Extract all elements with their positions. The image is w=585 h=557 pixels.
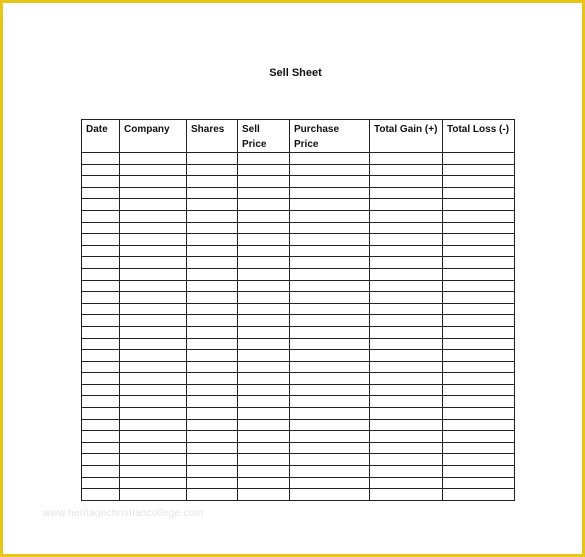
table-cell (187, 326, 238, 338)
table-cell (82, 373, 120, 385)
table-row (82, 477, 515, 489)
table-cell (82, 408, 120, 420)
table-cell (370, 199, 443, 211)
table-cell (443, 187, 515, 199)
header-shares (187, 120, 238, 153)
table-cell (238, 257, 290, 269)
table-cell (238, 326, 290, 338)
table-cell (82, 338, 120, 350)
table-cell (443, 396, 515, 408)
table-cell (187, 245, 238, 257)
table-cell (82, 361, 120, 373)
table-cell (443, 477, 515, 489)
table-cell (82, 153, 120, 165)
table-cell (238, 245, 290, 257)
table-cell (238, 234, 290, 246)
table-cell (290, 164, 370, 176)
table-row (82, 153, 515, 165)
table-row (82, 454, 515, 466)
table-cell (443, 454, 515, 466)
table-cell (238, 477, 290, 489)
table-cell (443, 419, 515, 431)
watermark-text: www.heritagechristiancollege.com (43, 508, 204, 519)
table-cell (290, 222, 370, 234)
table-cell (370, 384, 443, 396)
table-cell (82, 431, 120, 443)
table-cell (370, 454, 443, 466)
table-cell (187, 280, 238, 292)
table-cell (443, 373, 515, 385)
table-cell (82, 245, 120, 257)
table-cell (238, 384, 290, 396)
table-cell (82, 350, 120, 362)
table-cell (120, 315, 187, 327)
table-cell (187, 454, 238, 466)
table-cell (120, 396, 187, 408)
table-cell (443, 292, 515, 304)
header-shares-label: Shares (191, 124, 225, 135)
table-cell (187, 442, 238, 454)
table-cell (370, 431, 443, 443)
table-cell (82, 489, 120, 501)
table-cell (82, 466, 120, 478)
table-cell (82, 199, 120, 211)
table-cell (443, 466, 515, 478)
table-cell (187, 419, 238, 431)
table-cell (370, 489, 443, 501)
table-cell (290, 489, 370, 501)
table-cell (82, 176, 120, 188)
table-row (82, 222, 515, 234)
table-cell (187, 187, 238, 199)
table-cell (187, 396, 238, 408)
table-cell (120, 257, 187, 269)
table-cell (443, 489, 515, 501)
table-cell (120, 361, 187, 373)
table-cell (120, 477, 187, 489)
table-cell (443, 234, 515, 246)
table-row (82, 489, 515, 501)
table-cell (443, 384, 515, 396)
table-cell (187, 350, 238, 362)
table-row (82, 373, 515, 385)
table-cell (443, 257, 515, 269)
table-row (82, 234, 515, 246)
table-cell (290, 396, 370, 408)
table-cell (120, 245, 187, 257)
table-cell (443, 280, 515, 292)
table-cell (443, 315, 515, 327)
header-purchase-price-line2: Price (294, 139, 319, 150)
table-cell (290, 153, 370, 165)
table-cell (120, 408, 187, 420)
table-cell (238, 292, 290, 304)
table-cell (120, 373, 187, 385)
table-cell (187, 408, 238, 420)
table-row (82, 338, 515, 350)
table-cell (370, 164, 443, 176)
table-cell (370, 361, 443, 373)
table-row (82, 292, 515, 304)
table-row (82, 280, 515, 292)
document-title: Sell Sheet (269, 67, 322, 79)
table-cell (120, 350, 187, 362)
table-cell (290, 210, 370, 222)
table-row (82, 350, 515, 362)
table-cell (187, 292, 238, 304)
table-row (82, 245, 515, 257)
table-cell (187, 315, 238, 327)
table-cell (290, 454, 370, 466)
table-row (82, 268, 515, 280)
header-company (120, 120, 187, 153)
table-cell (82, 303, 120, 315)
table-cell (238, 466, 290, 478)
table-cell (187, 466, 238, 478)
table-cell (443, 164, 515, 176)
header-total-gain-label: Total Gain (+) (374, 124, 438, 135)
table-cell (187, 257, 238, 269)
table-row (82, 257, 515, 269)
table-cell (290, 373, 370, 385)
table-row (82, 199, 515, 211)
table-cell (82, 442, 120, 454)
table-cell (370, 303, 443, 315)
table-cell (290, 326, 370, 338)
table-cell (370, 268, 443, 280)
table-row (82, 442, 515, 454)
table-cell (370, 210, 443, 222)
table-row (82, 408, 515, 420)
table-cell (443, 350, 515, 362)
table-cell (238, 489, 290, 501)
table-cell (290, 361, 370, 373)
table-cell (120, 187, 187, 199)
table-cell (238, 199, 290, 211)
table-cell (370, 350, 443, 362)
table-cell (370, 257, 443, 269)
table-cell (187, 164, 238, 176)
table-cell (290, 384, 370, 396)
table-row (82, 315, 515, 327)
table-cell (443, 222, 515, 234)
table-cell (82, 187, 120, 199)
table-row (82, 187, 515, 199)
table-cell (120, 326, 187, 338)
table-cell (443, 199, 515, 211)
table-row (82, 431, 515, 443)
header-total-gain (370, 120, 443, 153)
table-cell (238, 176, 290, 188)
table-cell (238, 187, 290, 199)
table-cell (82, 234, 120, 246)
table-cell (120, 466, 187, 478)
table-cell (290, 466, 370, 478)
table-cell (82, 268, 120, 280)
table-cell (187, 199, 238, 211)
table-cell (238, 280, 290, 292)
table-cell (120, 431, 187, 443)
table-cell (120, 338, 187, 350)
table-cell (187, 268, 238, 280)
table-cell (238, 268, 290, 280)
table-cell (238, 454, 290, 466)
table-cell (238, 408, 290, 420)
table-cell (120, 454, 187, 466)
table-row (82, 384, 515, 396)
table-cell (187, 431, 238, 443)
table-cell (82, 292, 120, 304)
table-cell (370, 373, 443, 385)
table-cell (187, 373, 238, 385)
table-row (82, 303, 515, 315)
table-cell (120, 442, 187, 454)
table-cell (443, 442, 515, 454)
table-cell (82, 454, 120, 466)
table-cell (187, 361, 238, 373)
table-cell (370, 442, 443, 454)
table-cell (370, 338, 443, 350)
table-cell (370, 222, 443, 234)
table-cell (238, 361, 290, 373)
table-row (82, 466, 515, 478)
table-cell (238, 303, 290, 315)
table-row (82, 361, 515, 373)
header-date (82, 120, 120, 153)
sheet-body (82, 153, 515, 501)
table-cell (443, 361, 515, 373)
table-cell (290, 350, 370, 362)
table-cell (238, 350, 290, 362)
table-cell (290, 257, 370, 269)
table-cell (120, 164, 187, 176)
table-cell (187, 234, 238, 246)
table-cell (120, 234, 187, 246)
table-cell (370, 280, 443, 292)
header-purchase-price-line1: Purchase (294, 124, 340, 135)
table-cell (290, 176, 370, 188)
table-cell (443, 326, 515, 338)
table-cell (82, 419, 120, 431)
table-cell (443, 153, 515, 165)
table-cell (290, 280, 370, 292)
table-cell (238, 315, 290, 327)
table-row (82, 326, 515, 338)
table-cell (82, 280, 120, 292)
table-cell (187, 222, 238, 234)
table-cell (120, 268, 187, 280)
table-cell (290, 268, 370, 280)
header-total-loss (443, 120, 515, 153)
table-row (82, 164, 515, 176)
table-cell (443, 303, 515, 315)
table-cell (370, 153, 443, 165)
table-cell (82, 210, 120, 222)
table-cell (290, 408, 370, 420)
table-cell (443, 210, 515, 222)
table-row (82, 176, 515, 188)
table-cell (290, 338, 370, 350)
table-cell (370, 234, 443, 246)
table-cell (187, 153, 238, 165)
table-cell (187, 384, 238, 396)
header-row (82, 120, 515, 153)
table-row (82, 419, 515, 431)
table-cell (238, 222, 290, 234)
table-cell (238, 431, 290, 443)
table-cell (290, 187, 370, 199)
table-cell (238, 419, 290, 431)
header-company-label: Company (124, 124, 170, 135)
table-cell (290, 442, 370, 454)
table-cell (370, 326, 443, 338)
table-cell (82, 326, 120, 338)
table-cell (187, 477, 238, 489)
table-row (82, 210, 515, 222)
table-cell (187, 176, 238, 188)
table-cell (290, 431, 370, 443)
header-sell-price (238, 120, 290, 153)
table-cell (370, 419, 443, 431)
table-cell (120, 292, 187, 304)
table-row (82, 396, 515, 408)
table-cell (238, 164, 290, 176)
table-cell (370, 292, 443, 304)
table-cell (120, 210, 187, 222)
table-cell (443, 431, 515, 443)
table-cell (120, 222, 187, 234)
table-cell (120, 280, 187, 292)
table-cell (187, 210, 238, 222)
table-cell (443, 245, 515, 257)
table-cell (443, 408, 515, 420)
table-cell (370, 245, 443, 257)
table-cell (443, 338, 515, 350)
table-cell (120, 384, 187, 396)
table-cell (82, 396, 120, 408)
table-cell (238, 338, 290, 350)
table-cell (370, 396, 443, 408)
table-cell (120, 489, 187, 501)
table-cell (238, 396, 290, 408)
table-cell (290, 292, 370, 304)
table-cell (370, 315, 443, 327)
table-cell (290, 419, 370, 431)
table-cell (187, 489, 238, 501)
table-cell (290, 245, 370, 257)
table-cell (290, 477, 370, 489)
table-cell (370, 466, 443, 478)
table-cell (120, 199, 187, 211)
table-cell (82, 164, 120, 176)
table-cell (238, 153, 290, 165)
table-cell (238, 442, 290, 454)
table-cell (120, 419, 187, 431)
table-cell (238, 373, 290, 385)
table-cell (443, 268, 515, 280)
table-cell (290, 199, 370, 211)
table-cell (290, 234, 370, 246)
table-cell (370, 187, 443, 199)
table-cell (82, 477, 120, 489)
table-cell (238, 210, 290, 222)
table-cell (187, 338, 238, 350)
table-cell (187, 303, 238, 315)
table-cell (370, 477, 443, 489)
table-cell (120, 153, 187, 165)
header-purchase-price (290, 120, 370, 153)
header-date-label: Date (86, 124, 108, 135)
table-cell (120, 303, 187, 315)
table-cell (443, 176, 515, 188)
table-cell (290, 315, 370, 327)
table-cell (120, 176, 187, 188)
table-cell (370, 408, 443, 420)
header-sell-price-line2: Price (242, 139, 267, 150)
header-sell-price-line1: Sell (242, 124, 260, 135)
table-cell (370, 176, 443, 188)
table-cell (82, 257, 120, 269)
sell-sheet-table (81, 119, 515, 501)
table-cell (290, 303, 370, 315)
table-cell (82, 222, 120, 234)
table-cell (82, 384, 120, 396)
header-total-loss-label: Total Loss (-) (447, 124, 510, 135)
table-cell (82, 315, 120, 327)
